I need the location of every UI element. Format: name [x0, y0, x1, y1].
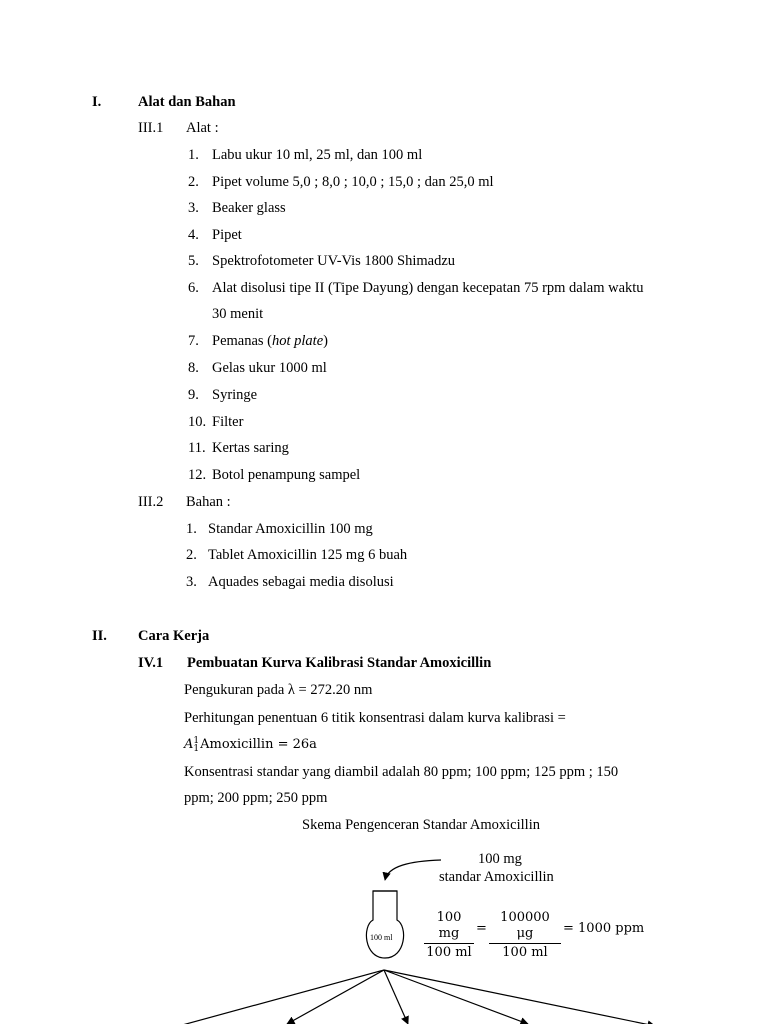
list-item: Gelas ukur 1000 ml: [212, 360, 327, 376]
list-item-number: 9.: [188, 387, 199, 403]
list-item-number: 12.: [188, 467, 207, 483]
paragraph-concentrations-continuation: ppm; 200 ppm; 250 ppm: [184, 790, 328, 806]
formula-symbol: A: [184, 737, 194, 752]
list-item: Pipet volume 5,0 ; 8,0 ; 10,0 ; 15,0 ; dan 25,0 ml: [212, 174, 494, 190]
fraction-denominator: 100 ml: [502, 945, 548, 960]
fraction-ug-per-ml: [489, 910, 561, 961]
list-item: Spektrofotometer UV-Vis 1800 Shimadzu: [212, 253, 456, 269]
formula-expression: Amoxicillin = 26a: [200, 737, 317, 752]
list-item-number: 3.: [188, 200, 199, 216]
list-item-number: 2.: [186, 547, 197, 563]
equals-sign: =: [476, 921, 487, 936]
subsection-number: IV.1: [138, 655, 164, 671]
list-item-text: ): [323, 333, 328, 349]
list-item-italic-text: hot plate: [272, 333, 324, 349]
formula-subscript: 1: [193, 744, 200, 754]
list-item: Botol penampung sampel: [212, 467, 361, 483]
paragraph-concentrations: Konsentrasi standar yang diambil adalah 80 ppm; 100 ppm; 125 ppm ; 150: [184, 764, 619, 780]
list-item-number: 6.: [188, 280, 199, 296]
list-item-continuation: 30 menit: [212, 306, 264, 322]
list-item-number: 3.: [186, 574, 197, 590]
fraction-numerator: 100000 μg: [489, 910, 561, 944]
list-item-number: 7.: [188, 333, 199, 349]
list-item: Kertas saring: [212, 440, 289, 456]
formula-superscript: 1: [193, 736, 200, 746]
paragraph-calculation: Perhitungan penentuan 6 titik konsentrasi dalam kurva kalibrasi =: [184, 710, 566, 726]
section2-number: II.: [92, 628, 107, 644]
list-item-number: 8.: [188, 360, 199, 376]
list-item: Tablet Amoxicillin 125 mg 6 buah: [208, 547, 408, 563]
list-item: Beaker glass: [212, 200, 286, 216]
list-item: Filter: [212, 414, 244, 430]
volumetric-flask-icon: [366, 891, 403, 958]
section1-number: I.: [92, 94, 102, 110]
source-label-line2: standar Amoxicillin: [439, 869, 554, 885]
fraction-mg-per-ml: [424, 910, 474, 961]
list-item-number: 11.: [188, 440, 206, 456]
list-item: Labu ukur 10 ml, 25 ml, dan 100 ml: [212, 147, 423, 163]
branch-arrows: [164, 970, 655, 1024]
list-item-number: 1.: [188, 147, 199, 163]
alat-number: III.1: [138, 120, 164, 136]
paragraph-wavelength: Pengukuran pada λ = 272.20 nm: [184, 682, 373, 698]
list-item-number: 2.: [188, 174, 199, 190]
list-item-number: 4.: [188, 227, 199, 243]
scheme-title: Skema Pengenceran Standar Amoxicillin: [302, 817, 540, 833]
fraction-numerator: 100 mg: [424, 910, 474, 944]
section1-title: Alat dan Bahan: [138, 94, 236, 110]
list-item-number: 10.: [188, 414, 207, 430]
list-item: Aquades sebagai media disolusi: [208, 574, 394, 590]
subsection-title: Pembuatan Kurva Kalibrasi Standar Amoxicillin: [187, 655, 492, 671]
equation-result: = 1000 ppm: [563, 921, 645, 936]
source-arrow: [385, 860, 441, 880]
list-item: Pipet: [212, 227, 242, 243]
bahan-number: III.2: [138, 494, 164, 510]
bahan-label: Bahan :: [186, 494, 231, 510]
list-item: Syringe: [212, 387, 258, 403]
source-label-line1: 100 mg: [478, 851, 522, 867]
fraction-denominator: 100 ml: [426, 945, 472, 960]
list-item: Standar Amoxicillin 100 mg: [208, 521, 373, 537]
section2-title: Cara Kerja: [138, 628, 210, 644]
flask-label: 100 ml: [370, 933, 393, 942]
list-item: Alat disolusi tipe II (Tipe Dayung) dengan kecepatan 75 rpm dalam waktu: [212, 280, 644, 296]
list-item-text: Pemanas (: [212, 333, 272, 349]
alat-label: Alat :: [186, 120, 219, 136]
list-item-number: 5.: [188, 253, 199, 269]
list-item-number: 1.: [186, 521, 197, 537]
